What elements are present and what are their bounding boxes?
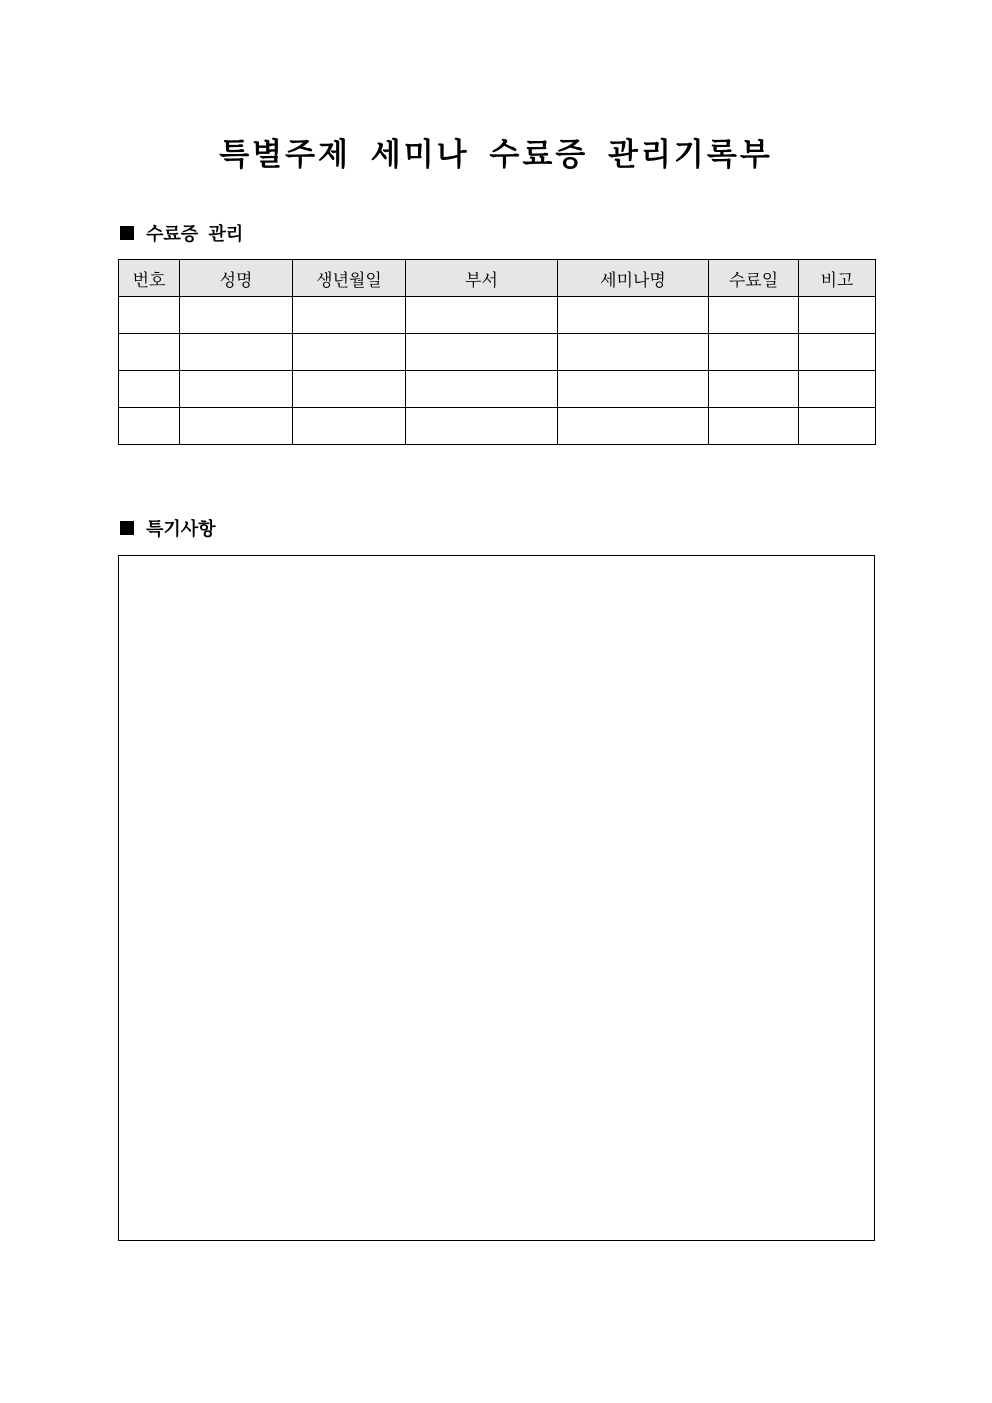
table-cell[interactable] xyxy=(558,408,709,445)
table-cell[interactable] xyxy=(709,334,799,371)
table-cell[interactable] xyxy=(799,408,876,445)
table-cell[interactable] xyxy=(709,371,799,408)
column-header-number: 번호 xyxy=(119,260,180,297)
table-cell[interactable] xyxy=(119,371,180,408)
column-header-seminar-name: 세미나명 xyxy=(558,260,709,297)
notes-box[interactable] xyxy=(118,555,875,1241)
column-header-name: 성명 xyxy=(180,260,293,297)
table-cell[interactable] xyxy=(293,334,406,371)
table-cell[interactable] xyxy=(558,334,709,371)
table-cell[interactable] xyxy=(406,334,558,371)
table-cell[interactable] xyxy=(293,297,406,334)
square-bullet-icon xyxy=(120,226,134,240)
column-header-birthdate: 생년월일 xyxy=(293,260,406,297)
table-cell[interactable] xyxy=(406,371,558,408)
certificate-section-heading xyxy=(120,222,243,248)
table-cell[interactable] xyxy=(558,371,709,408)
table-cell[interactable] xyxy=(406,297,558,334)
table-cell[interactable] xyxy=(293,371,406,408)
table-cell[interactable] xyxy=(293,408,406,445)
table-row xyxy=(119,408,876,445)
table-cell[interactable] xyxy=(406,408,558,445)
table-cell[interactable] xyxy=(180,334,293,371)
square-bullet-icon xyxy=(120,521,134,535)
column-header-remarks: 비고 xyxy=(799,260,876,297)
notes-section-heading xyxy=(120,517,216,543)
table-cell[interactable] xyxy=(180,297,293,334)
table-cell[interactable] xyxy=(799,371,876,408)
column-header-completion-date: 수료일 xyxy=(709,260,799,297)
table-cell[interactable] xyxy=(119,408,180,445)
certificate-table xyxy=(118,259,876,445)
table-row xyxy=(119,334,876,371)
table-cell[interactable] xyxy=(799,297,876,334)
table-cell[interactable] xyxy=(709,408,799,445)
table-row xyxy=(119,297,876,334)
table-cell[interactable] xyxy=(180,371,293,408)
table-cell[interactable] xyxy=(799,334,876,371)
table-cell[interactable] xyxy=(558,297,709,334)
notes-section-label: 특기사항 xyxy=(146,519,216,540)
table-cell[interactable] xyxy=(119,297,180,334)
table-cell[interactable] xyxy=(119,334,180,371)
table-cell[interactable] xyxy=(180,408,293,445)
column-header-department: 부서 xyxy=(406,260,558,297)
page-title: 특별주제 세미나 수료증 관리기록부 xyxy=(219,137,773,173)
table-header-row xyxy=(119,260,876,297)
certificate-section-label: 수료증 관리 xyxy=(146,224,244,245)
table-cell[interactable] xyxy=(709,297,799,334)
table-row xyxy=(119,371,876,408)
